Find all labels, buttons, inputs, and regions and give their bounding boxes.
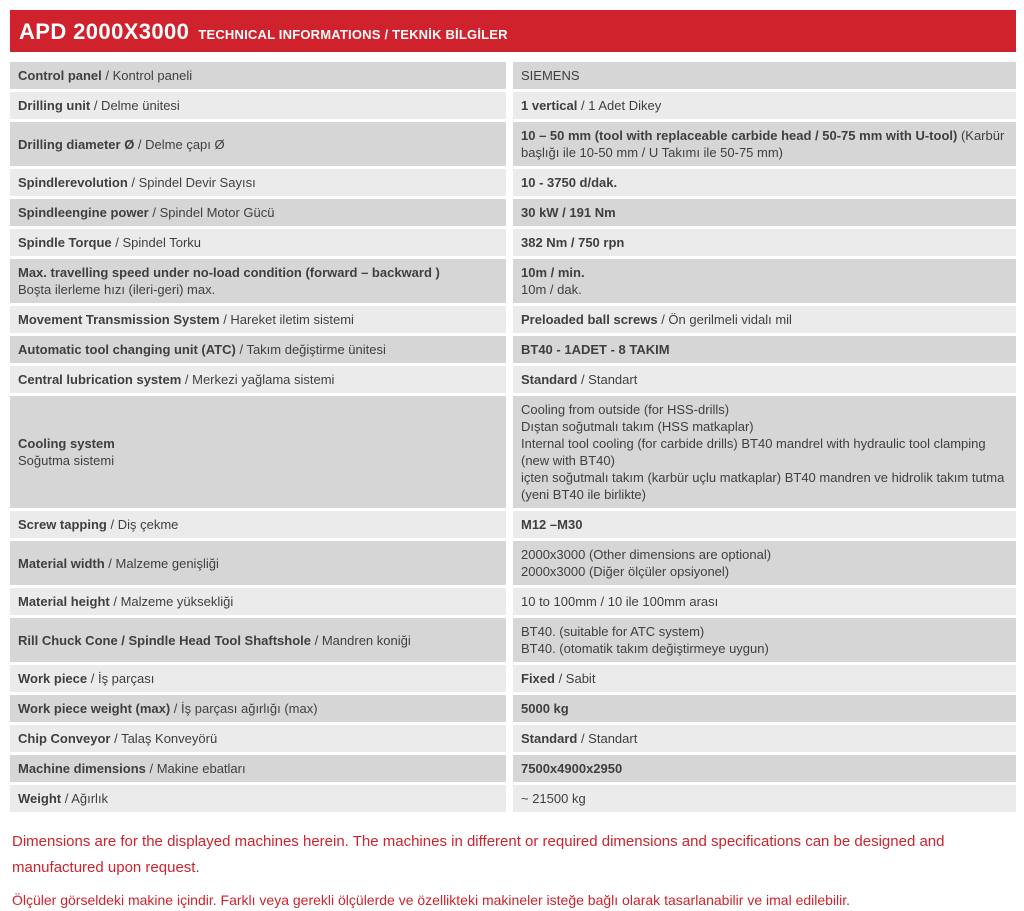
spec-value (513, 785, 1016, 812)
spec-label-line: Rill Chuck Cone / Spindle Head Tool Shaftshole / Mandren koniği (18, 632, 411, 648)
spec-row (10, 396, 1016, 508)
spec-value (513, 92, 1016, 119)
spec-row (10, 336, 1016, 363)
spec-value-line: 1 vertical / 1 Adet Dikey (521, 98, 662, 113)
spec-value-line: Cooling from outside (for HSS-drills) (521, 402, 730, 417)
spec-label-line: Soğutma sistemi (18, 453, 115, 468)
spec-value (513, 169, 1016, 196)
header-banner (10, 10, 1016, 52)
footer-notes (10, 829, 1016, 910)
spec-value-line: Dıştan soğutmalı takım (HSS matkaplar) (521, 419, 754, 434)
spec-value (513, 588, 1016, 615)
spec-value (513, 511, 1016, 538)
spec-row (10, 695, 1016, 722)
spec-value (513, 618, 1016, 662)
spec-label-line: Cooling system (18, 436, 115, 451)
spec-value-line: 30 kW / 191 Nm (521, 205, 616, 220)
spec-value-line: Standard / Standart (521, 372, 638, 387)
spec-label-line: Boşta ilerleme hızı (ileri-geri) max. (18, 282, 216, 297)
spec-value-line: BT40. (suitable for ATC system) (521, 624, 705, 639)
spec-label (10, 169, 506, 196)
spec-label (10, 62, 506, 89)
spec-value-line: 10 - 3750 d/dak. (521, 175, 618, 190)
spec-row (10, 785, 1016, 812)
spec-table (10, 62, 1016, 812)
spec-value-line: BT40. (otomatik takım değiştirmeye uygun) (521, 641, 769, 656)
spec-label (10, 665, 506, 692)
spec-row (10, 618, 1016, 662)
spec-label-line: Spindleengine power / Spindel Motor Gücü (18, 205, 275, 220)
spec-value-line: ~ 21500 kg (521, 791, 586, 806)
spec-label (10, 306, 506, 333)
spec-label (10, 695, 506, 722)
spec-label (10, 92, 506, 119)
spec-value (513, 62, 1016, 89)
spec-value-line: 10m / min. (521, 265, 585, 280)
spec-row (10, 259, 1016, 303)
spec-value-line: 10 – 50 mm (tool with replaceable carbide head / 50-75 mm with U-tool) (Karbür başlığı ile 10-50 mm / U Takımı ile 50-75 mm) (521, 128, 1005, 160)
spec-label (10, 618, 506, 662)
spec-row (10, 122, 1016, 166)
spec-label-line: Material width / Malzeme genişliği (18, 555, 219, 571)
spec-value (513, 229, 1016, 256)
spec-row (10, 169, 1016, 196)
spec-value (513, 755, 1016, 782)
spec-value-line: M12 –M30 (521, 517, 583, 532)
spec-label-line: Control panel / Kontrol paneli (18, 68, 193, 83)
spec-value (513, 695, 1016, 722)
spec-row (10, 665, 1016, 692)
page-title: APD 2000X3000 (19, 19, 190, 44)
spec-label-line: Automatic tool changing unit (ATC) / Takım değiştirme ünitesi (18, 342, 386, 357)
spec-label (10, 725, 506, 752)
spec-label (10, 541, 506, 585)
spec-label-line: Spindlerevolution / Spindel Devir Sayısı (18, 175, 256, 190)
spec-label (10, 199, 506, 226)
spec-value-line: Preloaded ball screws / Ön gerilmeli vidalı mil (521, 312, 792, 327)
spec-label (10, 259, 506, 303)
spec-label (10, 366, 506, 393)
spec-row (10, 725, 1016, 752)
spec-row (10, 511, 1016, 538)
spec-label-line: Spindle Torque / Spindel Torku (18, 235, 202, 250)
spec-value-line: BT40 - 1ADET - 8 TAKIM (521, 342, 670, 357)
spec-value (513, 725, 1016, 752)
spec-value-line: Fixed / Sabit (521, 671, 596, 686)
spec-value (513, 122, 1016, 166)
spec-label (10, 785, 506, 812)
spec-row (10, 92, 1016, 119)
spec-label-line: Machine dimensions / Makine ebatları (18, 761, 246, 776)
spec-row (10, 229, 1016, 256)
spec-value (513, 199, 1016, 226)
spec-label-line: Drilling diameter Ø / Delme çapı Ø (18, 136, 225, 152)
spec-label-line: Drilling unit / Delme ünitesi (18, 98, 180, 113)
spec-label-line: Work piece / İş parçası (18, 671, 155, 686)
spec-label (10, 511, 506, 538)
footer-note-english: Dimensions are for the displayed machines herein. The machines in different or required dimensions and specifications can be designed and manufactured upon request. (12, 833, 945, 876)
spec-label-line: Screw tapping / Diş çekme (18, 517, 179, 532)
spec-label-line: Weight / Ağırlık (18, 791, 109, 806)
spec-value (513, 336, 1016, 363)
spec-value (513, 396, 1016, 508)
spec-row (10, 366, 1016, 393)
spec-value (513, 259, 1016, 303)
spec-value-line: 10m / dak. (521, 282, 582, 297)
spec-value (513, 366, 1016, 393)
spec-row (10, 306, 1016, 333)
spec-value-line: 2000x3000 (Other dimensions are optional) (521, 547, 772, 562)
spec-value (513, 541, 1016, 585)
spec-row (10, 755, 1016, 782)
spec-label (10, 336, 506, 363)
spec-value-line: 2000x3000 (Diğer ölçüler opsiyonel) (521, 564, 730, 579)
spec-value-line: Internal tool cooling (for carbide drills) BT40 mandrel with hydraulic tool clamping (new with BT40) (521, 436, 986, 468)
spec-label (10, 755, 506, 782)
spec-value (513, 665, 1016, 692)
spec-value-line: 10 to 100mm / 10 ile 100mm arası (521, 594, 719, 609)
spec-label (10, 396, 506, 508)
spec-label (10, 229, 506, 256)
spec-label-line: Chip Conveyor / Talaş Konveyörü (18, 731, 218, 746)
footer-note-turkish: Ölçüler görseldeki makine içindir. Farklı veya gerekli ölçülerde ve özellikteki makineler isteğe bağlı olarak tasarlanabilir ve imal edilebilir. (12, 892, 851, 908)
spec-label-line: Central lubrication system / Merkezi yağlama sistemi (18, 372, 335, 387)
spec-label (10, 122, 506, 166)
spec-value-line: Standard / Standart (521, 731, 638, 746)
spec-value-line: SIEMENS (521, 68, 580, 83)
spec-label-line: Movement Transmission System / Hareket iletim sistemi (18, 312, 354, 327)
spec-label-line: Work piece weight (max) / İş parçası ağırlığı (max) (18, 701, 318, 716)
spec-label-line: Max. travelling speed under no-load condition (forward – backward ) (18, 265, 440, 280)
page-subtitle: TECHNICAL INFORMATIONS / TEKNİK BİLGİLER (198, 27, 508, 42)
spec-value-line: içten soğutmalı takım (karbür uçlu matkaplar) BT40 mandren ve hidrolik takım tutma (yeni BT40 ile birlikte) (521, 470, 1005, 502)
spec-row (10, 541, 1016, 585)
spec-row (10, 199, 1016, 226)
spec-row (10, 62, 1016, 89)
spec-label-line: Material height / Malzeme yüksekliği (18, 594, 234, 609)
spec-value-line: 7500x4900x2950 (521, 761, 623, 776)
spec-value-line: 5000 kg (521, 701, 569, 716)
spec-value (513, 306, 1016, 333)
spec-row (10, 588, 1016, 615)
spec-value-line: 382 Nm / 750 rpn (521, 235, 625, 250)
spec-label (10, 588, 506, 615)
